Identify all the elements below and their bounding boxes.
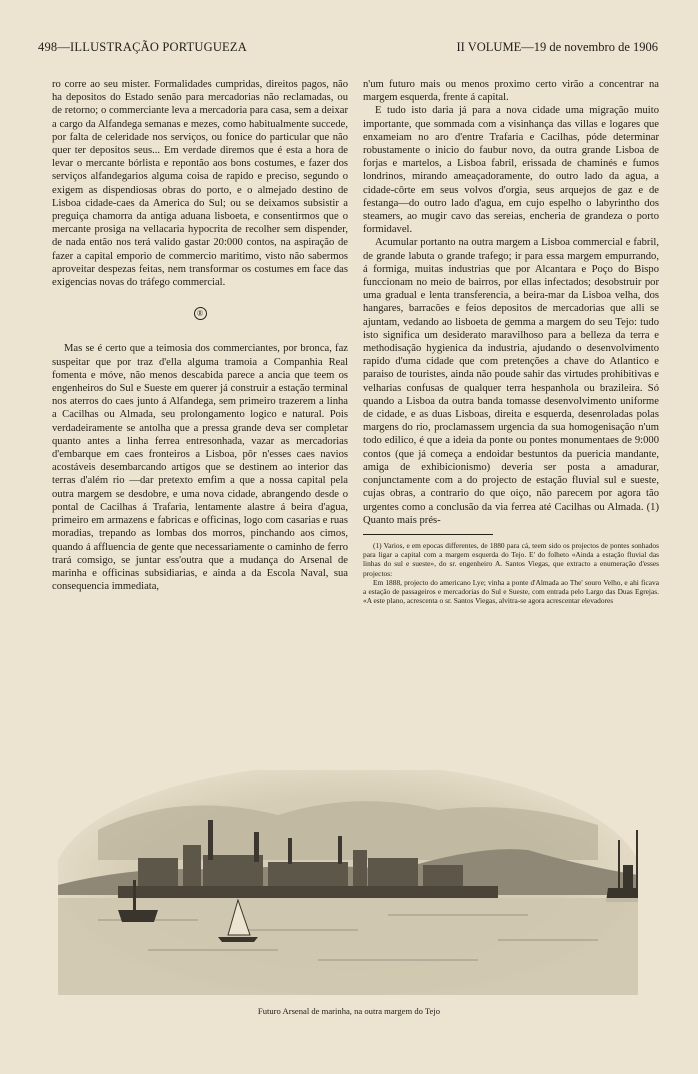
text-column-left bbox=[52, 78, 348, 593]
section-ornament bbox=[52, 307, 348, 320]
paragraph: Acumular portanto na outra margem a Lisboa commercial e fabril, de grande labuta o grande trafego; ir para essa margem empurrando, á formiga, muitas industrias que por Alcantara e Poço do Bispo funccionam no meio de bairros, por ellas infectados; desobstruir por uma gradual e lenta transferencia, a beira-mar da Lisboa velha, dos hangares, barracões e feios depositos de mercadorias que alli se ajuntam, vedando ao lisboeta de gemma a margem do seu Tejo: tudo isto significa um desiderato maravilhoso para a belleza da terra e methodisação hygienica da industria, ajudando o desenvolvimento rapido d'uma cidade que com pretenções a chave do Atlantico e paraiso de touristes, ainda não poude sahir das virtudes prohibitivas e velharias confusas de qualquer terra hespanhola ou brazileira. Só quando a Lisboa da outra banda tomasse desenvolvimento uniforme de cidade, e as duas Lisboas, direita e esquerda, desenroladas polas margens do rio, proclamassem urgencia da sua homogenisação n'um todo edilico, é que a ideia da ponte ou pontes monumentaes de 9:000 contos (que já começa a endoidar bestuntos da puericia mandante, amiga de exhibicionismo) deveria ser posta a amadurar, conjunctamente com a do projecto de estação fluvial sul e sueste, cujas obras, a contrario do que oiço, não parecem por agora tão urgentes como a conclusão da via ferrea até Cacilhas ou Almada. (1) Quanto mais prés- bbox=[363, 237, 659, 526]
page-number-title: 498—ILLUSTRAÇÃO PORTUGUEZA bbox=[38, 40, 247, 54]
footnote-rule bbox=[363, 534, 493, 535]
footnote-paragraph: Em 1888, projecto do americano Lye; vinha a ponte d'Almada ao The' souro Velho, e ahi ficava a estação de passageiros e mercadorias do Sul e Sueste, com entrada pelo Largo das Duas Egrejas. «A este plano, acrescenta o sr. Santos Viegas, alvitra-se agora acrescentar elevadores bbox=[363, 577, 659, 606]
ornament-mark: ® bbox=[194, 307, 207, 320]
footnote-paragraph: (1) Varios, e em epocas differentes, de 1880 para cá, teem sido os projectos de pontes sonhados para ligar a capital com a margem esquerda do Tejo. E' do folheto «Ainda a estação fluvial das linhas do sul e sueste», do sr. engenheiro A. Santos Viegas, que extracto a enumeração d'esses projectos: bbox=[363, 540, 659, 578]
paragraph: E tudo isto daria já para a nova cidade uma migração muito importante, que sommada com a visinhança das villas e logares que enxameiam no aro d'entre Trafaria e Cacilhas, póde determinar robustamente o inicio do faubur novo, da outra grande Lisboa de forjas e martelos, a Lisboa fabril, erissada de chaminés e fumos londrinos, mirando ameaçadoramente, do outro lado da agua, a cidade-côrte em seus volvos d'orgia, seus arquejos de gaz e de festanga—do outro lado d'agua, em cujo espelho o labyrintho dos steamers, ao mugir cavo das sereias, encheria de grandeza o porto formidavel. bbox=[363, 105, 659, 236]
paragraph: Mas se é certo que a teimosia dos commerciantes, por bronca, faz suspeitar que por traz d'ella alguma tramoia a Companhia Real fomenta e móve, não menos descabida parece a ancia que teem os engenheiros do Sul e Sueste em querer já construir a estação terminal nos aterros do caes junto á Alfandega, sem primeiro trazerem a linha a Cacilhas ou Almada, seu prolongamento logico e natural. Pois verdadeiramente se antolha que a pressa grande deva ser completar quanto antes a linha ferrea entresonhada, vazar as mercadorias d'embarque em caes fronteiros a Lisboa, pôr n'esses caes navios acostáveis desembarcando artigos que se destinem ao interior das terras d'além rio —dar pretexto emfim a que a nossa capital pela outra margem se desdobre, e uma nova cidade, abrangendo desde o pontal de Cacilhas á Trafaria, lentamente alastre á beira d'agua, primeiro em armazens e fabricas e officinas, logo com casarias e ruas moradias, trepando as lombas dos morros, pinchando aos cimos, quando á affluencia de gente que necessariamente o caminho de ferro trará comsigo, se juntar ess'outra que a mudança do Arsenal de marinha e officinas subsidiarias, e ainda a da Escola Naval, sua consequencia immediata, bbox=[52, 343, 348, 593]
footnote bbox=[363, 541, 659, 605]
running-header bbox=[38, 40, 658, 56]
quay bbox=[118, 886, 498, 898]
volume-date: II VOLUME—19 de novembro de 1906 bbox=[456, 40, 658, 54]
paragraph: ro corre ao seu mister. Formalidades cumpridas, direitos pagos, não ha depositos do Estado senão para mercadorias não reclamadas, ou de retorno; o commerciante leva a mercadoria para casa, sem a deixar a cargo da Alfandega semanas e mezes, como habitualmente succede, por falta de celeridade nos serviços, ou fonice do particular que não quer ter depositos seus... Em verdade diremos que é esta a hora de levar o mercante bórlista e repontão aos bons costumes, e fazer dos serviços alfandegarios alguma coisa de rapido e preciso, segundo o exigem as dispendiosas obras do porto, e o almejado destino de Lisboa cidade-caes da America do Sul; ou se deixamos subsistir a preguiça chamorra da antiga aduana lisboeta, e consentirmos que o mercante prosiga na vellacaria hypocrita de recolher sem dispender, de nada então nos terá valido gastar 20:000 contos, na aspiração de fazer a capital emporio de commercio maritimo, visto não sabermos aproveitar despezas feitas, nem transformar os costumes em face das exigencias novas do tráfego commercial. bbox=[52, 79, 348, 289]
harbor-illustration bbox=[58, 770, 638, 995]
paragraph: n'um futuro mais ou menos proximo certo virão a concentrar na margem esquerda, frente á capital. bbox=[363, 79, 659, 104]
illustration-caption: Futuro Arsenal de marinha, na outra margem do Tejo bbox=[257, 1006, 441, 1016]
text-column-right bbox=[363, 78, 659, 605]
